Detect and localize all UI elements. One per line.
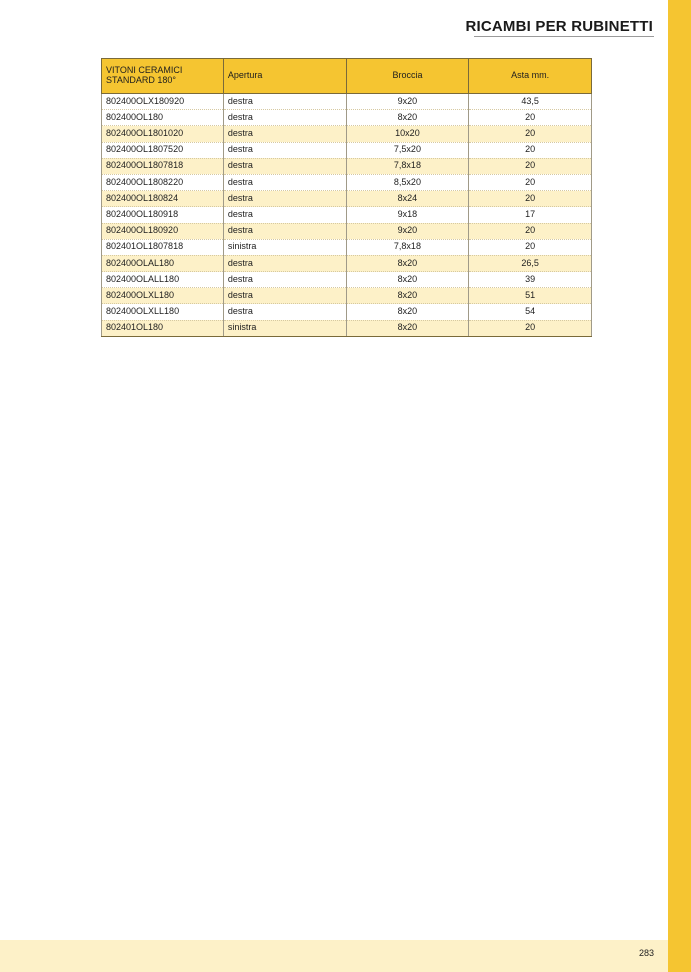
page-title: RICAMBI PER RUBINETTI	[465, 18, 653, 35]
cell-code: 802401OL1807818	[102, 239, 224, 255]
cell-code: 802400OL1801020	[102, 126, 224, 142]
parts-table	[101, 58, 592, 337]
cell-apertura: destra	[223, 272, 346, 288]
cell-code: 802400OLAL180	[102, 255, 224, 271]
cell-broccia: 8x20	[346, 304, 469, 320]
cell-code: 802400OLXL180	[102, 288, 224, 304]
side-accent-bar	[668, 0, 691, 972]
cell-asta: 20	[469, 223, 592, 239]
table-row	[102, 191, 592, 207]
cell-apertura: destra	[223, 94, 346, 110]
cell-broccia: 8x20	[346, 272, 469, 288]
cell-apertura: destra	[223, 223, 346, 239]
footer-band	[0, 940, 668, 972]
cell-apertura: destra	[223, 142, 346, 158]
cell-code: 802400OL1807818	[102, 158, 224, 174]
table-row	[102, 272, 592, 288]
table-row	[102, 174, 592, 190]
cell-apertura: sinistra	[223, 320, 346, 336]
column-header-apertura: Apertura	[223, 59, 346, 94]
cell-code: 802400OL180824	[102, 191, 224, 207]
table-row	[102, 288, 592, 304]
cell-apertura: destra	[223, 255, 346, 271]
cell-broccia: 9x20	[346, 223, 469, 239]
table-row	[102, 142, 592, 158]
table-row	[102, 320, 592, 336]
cell-broccia: 9x18	[346, 207, 469, 223]
cell-asta: 17	[469, 207, 592, 223]
cell-broccia: 8,5x20	[346, 174, 469, 190]
cell-apertura: destra	[223, 191, 346, 207]
cell-code: 802400OLXLL180	[102, 304, 224, 320]
cell-code: 802401OL180	[102, 320, 224, 336]
table-row	[102, 239, 592, 255]
cell-asta: 20	[469, 320, 592, 336]
cell-apertura: destra	[223, 158, 346, 174]
cell-apertura: destra	[223, 126, 346, 142]
cell-broccia: 8x20	[346, 110, 469, 126]
page-number: 283	[638, 948, 654, 958]
cell-asta: 20	[469, 126, 592, 142]
cell-broccia: 10x20	[346, 126, 469, 142]
column-header-broccia: Broccia	[346, 59, 469, 94]
cell-apertura: destra	[223, 110, 346, 126]
title-underline	[474, 36, 654, 37]
cell-code: 802400OL180918	[102, 207, 224, 223]
cell-code: 802400OL180	[102, 110, 224, 126]
cell-broccia: 9x20	[346, 94, 469, 110]
column-header-asta: Asta mm.	[469, 59, 592, 94]
cell-apertura: destra	[223, 207, 346, 223]
cell-asta: 20	[469, 239, 592, 255]
table-row	[102, 158, 592, 174]
cell-asta: 20	[469, 174, 592, 190]
table-row	[102, 94, 592, 110]
cell-broccia: 8x20	[346, 255, 469, 271]
cell-broccia: 8x24	[346, 191, 469, 207]
column-header-code: VITONI CERAMICI STANDARD 180°	[102, 59, 224, 94]
table-row	[102, 207, 592, 223]
table-row	[102, 304, 592, 320]
table-row	[102, 126, 592, 142]
table-header-row	[102, 59, 592, 94]
cell-code: 802400OLALL180	[102, 272, 224, 288]
cell-broccia: 8x20	[346, 288, 469, 304]
cell-apertura: destra	[223, 304, 346, 320]
cell-asta: 20	[469, 110, 592, 126]
cell-asta: 20	[469, 158, 592, 174]
cell-broccia: 7,5x20	[346, 142, 469, 158]
cell-broccia: 7,8x18	[346, 158, 469, 174]
cell-apertura: sinistra	[223, 239, 346, 255]
cell-apertura: destra	[223, 174, 346, 190]
cell-broccia: 7,8x18	[346, 239, 469, 255]
cell-code: 802400OL1808220	[102, 174, 224, 190]
cell-broccia: 8x20	[346, 320, 469, 336]
cell-asta: 26,5	[469, 255, 592, 271]
cell-asta: 39	[469, 272, 592, 288]
cell-apertura: destra	[223, 288, 346, 304]
cell-asta: 54	[469, 304, 592, 320]
cell-asta: 20	[469, 142, 592, 158]
cell-asta: 51	[469, 288, 592, 304]
table-row	[102, 223, 592, 239]
cell-asta: 43,5	[469, 94, 592, 110]
table-row	[102, 255, 592, 271]
cell-code: 802400OLX180920	[102, 94, 224, 110]
cell-code: 802400OL180920	[102, 223, 224, 239]
table-row	[102, 110, 592, 126]
cell-code: 802400OL1807520	[102, 142, 224, 158]
cell-asta: 20	[469, 191, 592, 207]
